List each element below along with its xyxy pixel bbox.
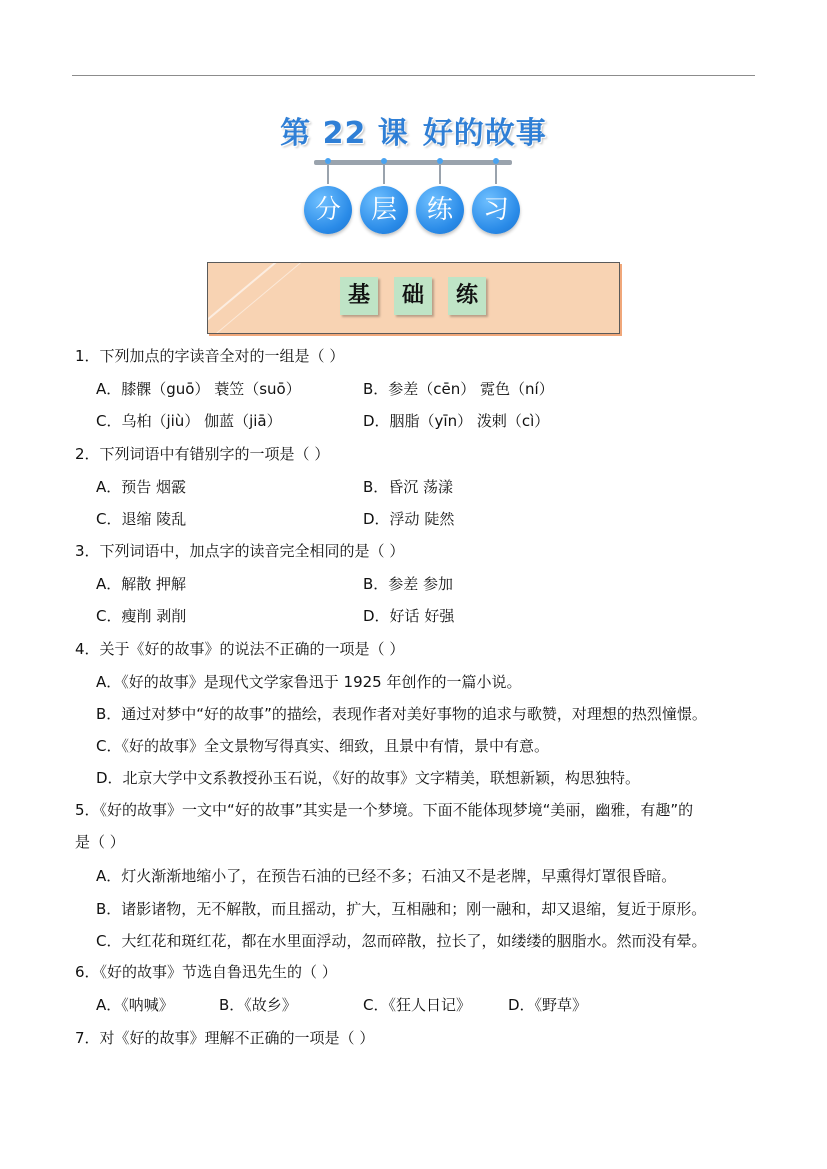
question-3-option-c: C．瘦削 剥削	[96, 607, 187, 625]
question-4-stem: 4．关于《好的故事》的说法不正确的一项是（ ）	[75, 640, 405, 658]
question-1-option-b: B．参差（cēn） 霓色（ní）	[363, 380, 554, 398]
badge-lian: 练	[416, 186, 464, 234]
question-5-stem: 5．《好的故事》一文中“好的故事”其实是一个梦境。下面不能体现梦境“美丽，幽雅，有趣”的	[75, 801, 694, 819]
question-5-stem-continued: 是（ ）	[75, 833, 125, 851]
question-4-option-c: C．《好的故事》全文景物写得真实、细致，且景中有情，景中有意。	[96, 737, 549, 755]
question-3-stem: 3．下列词语中，加点字的读音完全相同的是（ ）	[75, 542, 405, 560]
question-1-option-a: A．膝髁（guō） 蓑笠（suō）	[96, 380, 301, 398]
question-4-option-a: A．《好的故事》是现代文学家鲁迅于 1925 年创作的一篇小说。	[96, 673, 522, 691]
badge-hanger-bar	[314, 160, 512, 165]
badge-fen: 分	[304, 186, 352, 234]
section-tile-ji: 基	[340, 277, 378, 315]
question-2-option-a: A．预告 烟霰	[96, 478, 187, 496]
question-7-stem: 7．对《好的故事》理解不正确的一项是（ ）	[75, 1029, 375, 1047]
question-2-option-b: B．昏沉 荡漾	[363, 478, 454, 496]
question-6-option-d: D．《野草》	[508, 996, 588, 1014]
section-tile-chu: 础	[394, 277, 432, 315]
question-6-option-a: A．《呐喊》	[96, 996, 174, 1014]
question-6-option-b: B．《故乡》	[219, 996, 297, 1014]
question-3-option-b: B．参差 参加	[363, 575, 454, 593]
lesson-name: 好的故事	[422, 116, 547, 151]
question-3-option-d: D．好话 好强	[363, 607, 455, 625]
badge-ceng: 层	[360, 186, 408, 234]
layered-practice-badges	[300, 158, 526, 238]
question-5-option-b: B．诸影诸物，无不解散，而且摇动，扩大，互相融和；刚一融和，却又退缩，复近于原形。	[96, 900, 707, 918]
question-5-option-c: C．大红花和斑红花，都在水里面浮动，忽而碎散，拉长了，如缕缕的胭脂水。然而没有晕。	[96, 932, 707, 950]
badge-string	[439, 164, 441, 184]
question-6-stem: 6．《好的故事》节选自鲁迅先生的（ ）	[75, 963, 337, 981]
basic-practice-banner	[207, 262, 620, 334]
lesson-number: 第 22 课	[280, 116, 409, 151]
badge-string	[383, 164, 385, 184]
question-4-option-b: B．通过对梦中“好的故事”的描绘，表现作者对美好事物的追求与歌赞，对理想的热烈憧憬。	[96, 705, 707, 723]
top-rule	[72, 75, 755, 76]
section-tile-lian: 练	[448, 277, 486, 315]
question-1-option-d: D．胭脂（yīn） 泼剌（cì）	[363, 412, 550, 430]
badge-string	[327, 164, 329, 184]
question-4-option-d: D．北京大学中文系教授孙玉石说，《好的故事》文字精美，联想新颖，构思独特。	[96, 769, 641, 787]
question-3-option-a: A．解散 押解	[96, 575, 187, 593]
question-1-stem: 1．下列加点的字读音全对的一组是（ ）	[75, 347, 345, 365]
question-1-option-c: C．乌桕（jiù） 伽蓝（jiā）	[96, 412, 282, 430]
question-5-option-a: A．灯火渐渐地缩小了，在预告石油的已经不多；石油又不是老牌，早熏得灯罩很昏暗。	[96, 867, 677, 885]
lesson-title	[0, 108, 827, 152]
question-6-option-c: C．《狂人日记》	[363, 996, 471, 1014]
badge-xi: 习	[472, 186, 520, 234]
question-2-option-c: C．退缩 陵乱	[96, 510, 187, 528]
question-2-option-d: D．浮动 陡然	[363, 510, 455, 528]
badge-string	[495, 164, 497, 184]
question-2-stem: 2．下列词语中有错别字的一项是（ ）	[75, 445, 330, 463]
